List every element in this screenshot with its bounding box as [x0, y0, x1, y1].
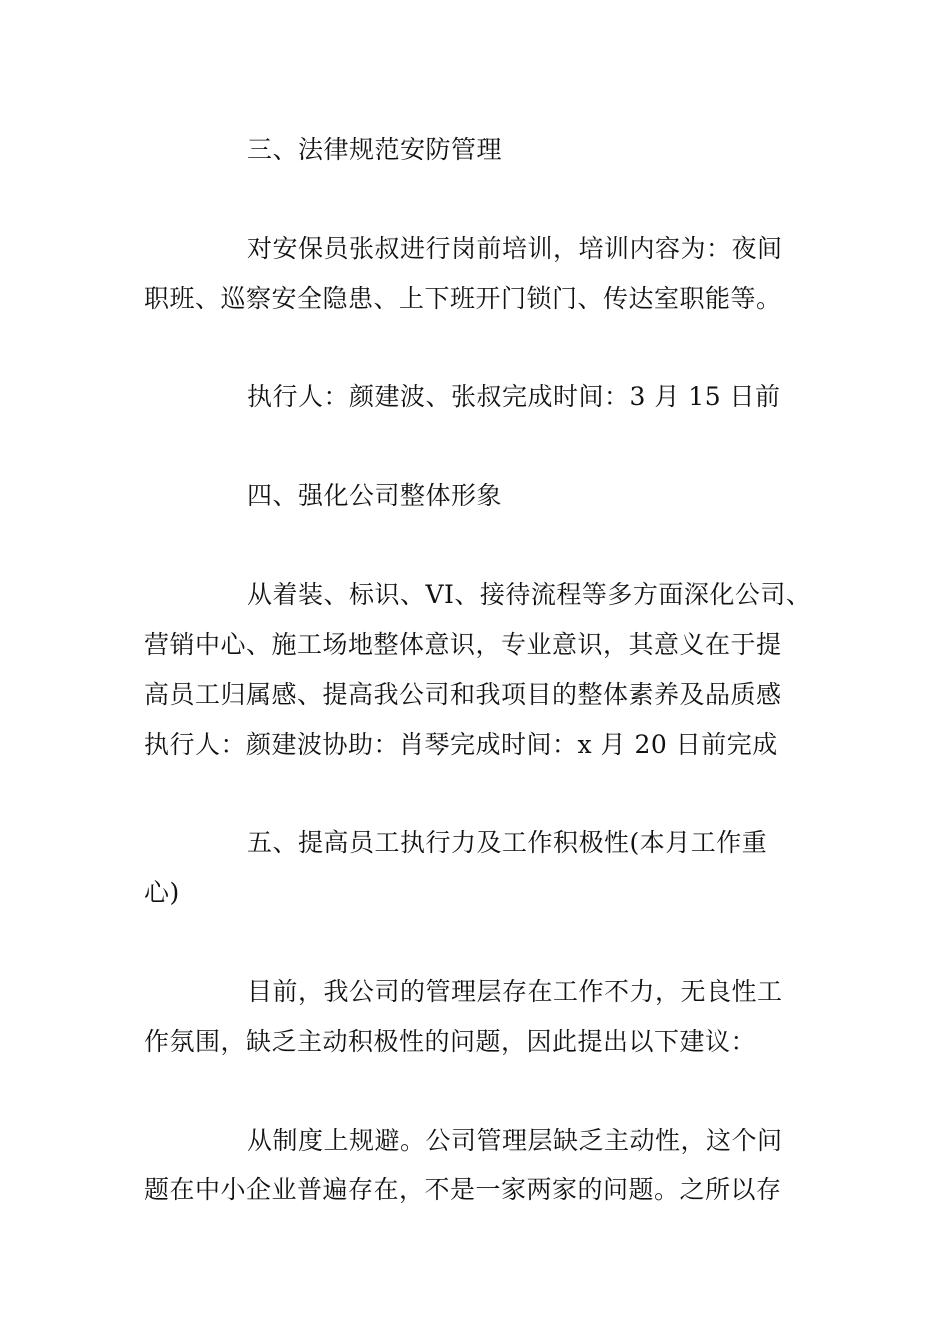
section-heading-3: 三、法律规范安防管理: [247, 135, 503, 164]
section-heading-5: 五、提高员工执行力及工作积极性(本月工作重: [247, 828, 768, 857]
section-heading-4: 四、强化公司整体形象: [247, 481, 503, 510]
paragraph-line: 从制度上规避。公司管理层缺乏主动性，这个问: [247, 1126, 783, 1155]
paragraph-line: 对安保员张叔进行岗前培训，培训内容为：夜间: [247, 234, 783, 263]
paragraph-line: 执行人：颜建波协助：肖琴完成时间：x 月 20 日前完成: [144, 730, 778, 759]
paragraph-line: 从着装、标识、VI、接待流程等多方面深化公司、: [247, 580, 812, 609]
paragraph-line: 题在中小企业普遍存在，不是一家两家的问题。之所以存: [144, 1175, 782, 1204]
section-heading-5-continuation: 心): [144, 878, 180, 907]
paragraph-line: 职班、巡察安全隐患、上下班开门锁门、传达室职能等。: [144, 284, 782, 313]
paragraph-line: 作氛围，缺乏主动积极性的问题，因此提出以下建议：: [144, 1027, 757, 1056]
paragraph-line: 高员工归属感、提高我公司和我项目的整体素养及品质感: [144, 680, 782, 709]
paragraph-line: 执行人：颜建波、张叔完成时间：3 月 15 日前: [247, 382, 781, 411]
paragraph-line: 营销中心、施工场地整体意识，专业意识，其意义在于提: [144, 630, 782, 659]
paragraph-line: 目前，我公司的管理层存在工作不力，无良性工: [247, 977, 783, 1006]
